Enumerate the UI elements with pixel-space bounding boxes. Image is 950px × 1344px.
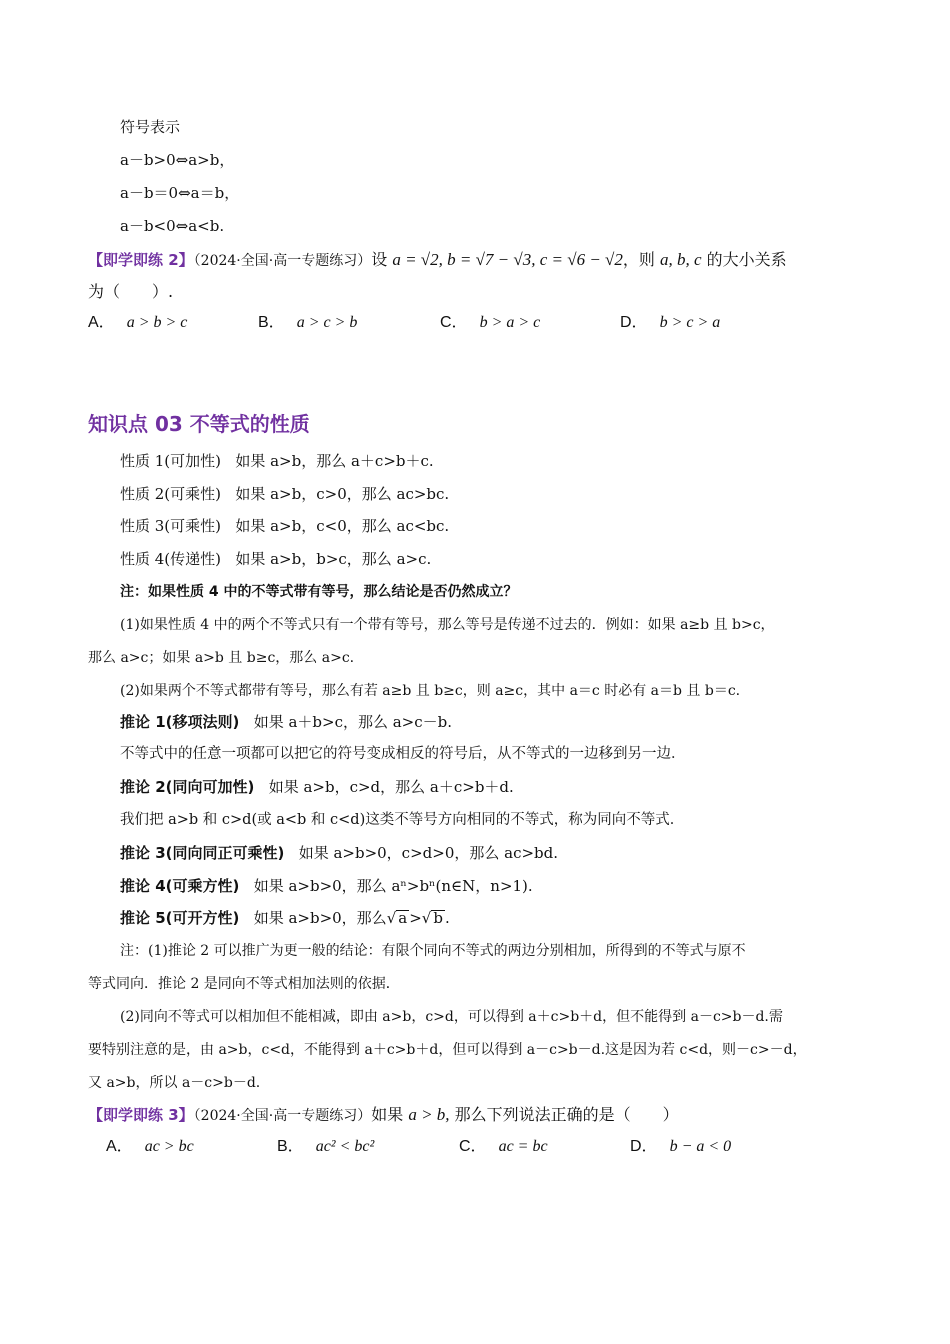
remark2-line3: 又 a>b，所以 a－c>b－d. bbox=[88, 1075, 261, 1091]
property-name: 性质 3(可乘性) bbox=[120, 517, 222, 535]
note2: (2)如果两个不等式都带有等号，那么有若 a≥b 且 b≥c，则 a≥c，其中 a＝c 时必有 a＝b 且 b＝c. bbox=[120, 683, 741, 699]
property-text: 如果 a>b，b>c，那么 a>c. bbox=[235, 550, 432, 568]
remark2-line1: (2)同向不等式可以相加但不能相减，即由 a>b，c>d，可以得到 a＋c>b＋d，但不能得到 a－c>b－d.需 bbox=[120, 1009, 783, 1025]
practice2-option-b[interactable] bbox=[258, 311, 357, 334]
practice2-stem-prefix: 设 bbox=[371, 250, 388, 269]
corollary-item bbox=[120, 908, 450, 928]
corollary-text: 如果 a>b>0，c>d>0，那么 ac>bd. bbox=[298, 844, 559, 862]
practice3-option-a[interactable] bbox=[106, 1135, 194, 1158]
property-item bbox=[120, 484, 449, 504]
practice3-stem-math: a > b, bbox=[408, 1105, 450, 1124]
practice3-option-b[interactable] bbox=[277, 1135, 374, 1158]
remark1-line2: 等式同向．推论 2 是同向不等式相加法则的依据． bbox=[88, 976, 400, 992]
property-name: 性质 4(传递性) bbox=[120, 550, 222, 568]
practice3-tag: 【即学即练 3】 bbox=[88, 1106, 194, 1124]
notation-line: a－b<0⇔a<b. bbox=[120, 217, 225, 235]
note1-line1: (1)如果性质 4 中的两个不等式只有一个带有等号，那么等号是传递不过去的．例如：如果 a≥b 且 b>c， bbox=[120, 617, 775, 633]
notation-line: a－b＝0⇔a＝b， bbox=[120, 184, 240, 202]
option-label: D． bbox=[620, 314, 648, 331]
practice2-option-d[interactable] bbox=[620, 311, 720, 334]
corollary-item bbox=[120, 712, 452, 732]
radicand-a: a bbox=[398, 909, 408, 927]
corollary-name: 推论 2(同向可加性) bbox=[120, 778, 255, 796]
option-expr: b > c > a bbox=[659, 314, 721, 331]
practice2-stem-vars: a, b, c bbox=[659, 250, 702, 269]
practice2-option-c[interactable] bbox=[440, 311, 540, 334]
option-label: B． bbox=[258, 314, 285, 331]
corollary-name: 推论 4(可乘方性) bbox=[120, 877, 240, 895]
practice2-stem-suffix: 的大小关系 bbox=[706, 250, 787, 269]
corollary-name: 推论 5(可开方性) bbox=[120, 909, 240, 927]
option-label: B． bbox=[277, 1138, 304, 1155]
practice3-option-d[interactable] bbox=[630, 1135, 731, 1158]
practice3-stem-suffix: 那么下列说法正确的是（ ） bbox=[454, 1105, 679, 1124]
practice3-stem bbox=[88, 1104, 679, 1127]
corollary-item bbox=[120, 777, 514, 797]
corollary-text: 如果 a>b，c>d，那么 a＋c>b＋d. bbox=[268, 778, 514, 796]
practice3-source: （2024·全国·高一专题练习） bbox=[193, 1108, 372, 1124]
property-name: 性质 2(可乘性) bbox=[120, 485, 222, 503]
note-question: 注：如果性质 4 中的不等式带有等号，那么结论是否仍然成立？ bbox=[120, 584, 518, 600]
practice2-stem bbox=[88, 249, 787, 272]
corollary-text: 如果 a＋b>c，那么 a>c－b. bbox=[253, 713, 453, 731]
property-item bbox=[120, 549, 431, 569]
practice2-source: （2024·全国·高一专题练习） bbox=[193, 253, 372, 269]
option-label: A． bbox=[106, 1138, 133, 1155]
radicand-b: b bbox=[433, 909, 443, 927]
option-expr: ac² < bc² bbox=[315, 1138, 375, 1155]
sqrt-symbol: √ bbox=[421, 909, 432, 927]
notation-title: 符号表示 bbox=[120, 118, 181, 136]
property-item bbox=[120, 451, 434, 471]
note1-line2: 那么 a>c；如果 a>b 且 b≥c，那么 a>c. bbox=[88, 650, 355, 666]
option-expr: a > b > c bbox=[126, 314, 188, 331]
practice2-option-a[interactable] bbox=[88, 311, 187, 334]
corollary-name: 推论 1(移项法则) bbox=[120, 713, 240, 731]
corollary-item bbox=[120, 876, 533, 896]
option-expr: a > c > b bbox=[296, 314, 358, 331]
option-label: D． bbox=[630, 1138, 658, 1155]
option-expr: ac = bc bbox=[498, 1138, 548, 1155]
shift-rule: 不等式中的任意一项都可以把它的符号变成相反的符号后，从不等式的一边移到另一边． bbox=[120, 746, 686, 762]
practice2-stem-mid: ，则 bbox=[622, 250, 655, 269]
notation-line: a－b>0⇔a>b， bbox=[120, 151, 235, 169]
option-expr: b > a > c bbox=[479, 314, 541, 331]
remark2-line2: 要特别注意的是，由 a>b，c<d，不能得到 a＋c>b＋d，但可以得到 a－c>b－d.这是因为若 c<d，则－c>－d， bbox=[88, 1042, 807, 1058]
option-label: A． bbox=[88, 314, 115, 331]
practice3-option-c[interactable] bbox=[459, 1135, 548, 1158]
remark1-line1: 注：(1)推论 2 可以推广为更一般的结论：有限个同向不等式的两边分别相加，所得到的不等式与原不 bbox=[120, 943, 746, 959]
option-expr: ac > bc bbox=[144, 1138, 194, 1155]
property-text: 如果 a>b，c<0，那么 ac<bc. bbox=[235, 517, 450, 535]
practice2-stem-math: a = √2, b = √7 − √3, c = √6 − √2 bbox=[392, 250, 623, 269]
practice3-stem-prefix: 如果 bbox=[371, 1105, 404, 1124]
gt-symbol: > bbox=[409, 909, 422, 927]
property-text: 如果 a>b，c>0，那么 ac>bc. bbox=[235, 485, 450, 503]
corollary-text: 如果 a>b>0，那么 bbox=[253, 909, 387, 927]
option-label: C． bbox=[440, 314, 468, 331]
corollary-name: 推论 3(同向同正可乘性) bbox=[120, 844, 285, 862]
practice2-tag: 【即学即练 2】 bbox=[88, 251, 194, 269]
property-text: 如果 a>b，那么 a＋c>b＋c. bbox=[235, 452, 434, 470]
corollary-text: 如果 a>b>0，那么 aⁿ>bⁿ(n∈N，n>1). bbox=[253, 877, 533, 895]
option-label: C． bbox=[459, 1138, 487, 1155]
property-item bbox=[120, 516, 449, 536]
sqrt-symbol: √ bbox=[386, 909, 397, 927]
section-heading: 知识点 03 不等式的性质 bbox=[88, 412, 310, 436]
corollary-item bbox=[120, 843, 558, 863]
same-direction: 我们把 a>b 和 c>d(或 a<b 和 c<d)这类不等号方向相同的不等式，称为同向不等式． bbox=[120, 812, 685, 828]
corollary-end: . bbox=[444, 909, 450, 927]
option-expr: b − a < 0 bbox=[669, 1138, 732, 1155]
property-name: 性质 1(可加性) bbox=[120, 452, 222, 470]
practice2-stem-line2: 为（ ）. bbox=[88, 282, 174, 301]
